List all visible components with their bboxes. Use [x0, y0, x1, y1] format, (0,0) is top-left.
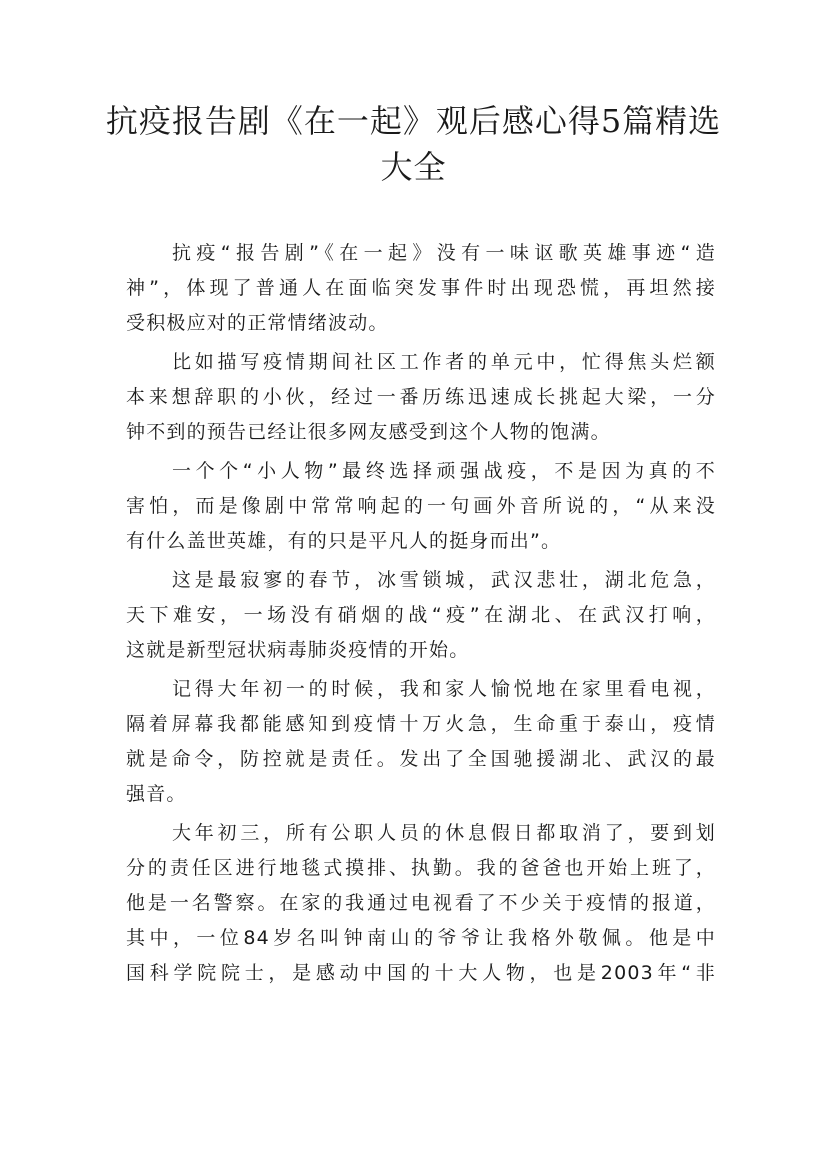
paragraph [126, 345, 716, 450]
text-line: 比如描写疫情期间社区工作者的单元中，忙得焦头烂额 [172, 351, 716, 373]
paragraph [126, 236, 716, 341]
document-body [126, 236, 716, 995]
paragraph [126, 563, 716, 668]
paragraph [126, 816, 716, 991]
text-line: 分的责任区进行地毯式摸排、执勤。我的爸爸也开始上班了， [126, 857, 716, 879]
text-line: 本来想辞职的小伙，经过一番历练迅速成长挑起大梁，一分 [126, 386, 716, 408]
text-line: 隔着屏幕我都能感知到疫情十万火急，生命重于泰山，疫情 [126, 713, 716, 735]
text-line: 记得大年初一的时候，我和家人愉悦地在家里看电视， [172, 678, 716, 700]
text-line: 强音。 [126, 783, 187, 805]
text-line: 其中，一位84岁名叫钟南山的爷爷让我格外敬佩。他是中 [126, 927, 716, 949]
text-line: 国科学院院士，是感动中国的十大人物，也是2003年“非 [126, 962, 716, 984]
title-line: 大全 [380, 148, 447, 186]
paragraph [126, 672, 716, 812]
text-line: 神”，体现了普通人在面临突发事件时出现恐慌，再坦然接 [126, 277, 716, 299]
text-line: 有什么盖世英雄，有的只是平凡人的挺身而出”。 [126, 530, 562, 552]
text-line: 他是一名警察。在家的我通过电视看了不少关于疫情的报道， [126, 892, 716, 914]
text-line: 大年初三，所有公职人员的休息假日都取消了，要到划 [172, 822, 716, 844]
text-line: 受积极应对的正常情绪波动。 [126, 312, 389, 334]
title-line: 抗疫报告剧《在一起》观后感心得5篇精选 [105, 102, 722, 140]
text-line: 一个个“小人物”最终选择顽强战疫，不是因为真的不 [172, 460, 716, 482]
text-line: 钟不到的预告已经让很多网友感受到这个人物的饱满。 [126, 421, 611, 443]
text-line: 就是命令，防控就是责任。发出了全国驰援湖北、武汉的最 [126, 748, 716, 770]
text-line: 天下难安，一场没有硝烟的战“疫”在湖北、在武汉打响， [126, 604, 716, 626]
document-title [100, 98, 727, 190]
text-line: 这就是新型冠状病毒肺炎疫情的开始。 [126, 639, 470, 661]
text-line: 害怕，而是像剧中常常响起的一句画外音所说的，“从来没 [126, 495, 716, 517]
text-line: 抗疫“报告剧”《在一起》没有一味讴歌英雄事迹“造 [172, 242, 716, 264]
text-line: 这是最寂寥的春节，冰雪锁城，武汉悲壮，湖北危急， [172, 569, 716, 591]
paragraph [126, 454, 716, 559]
